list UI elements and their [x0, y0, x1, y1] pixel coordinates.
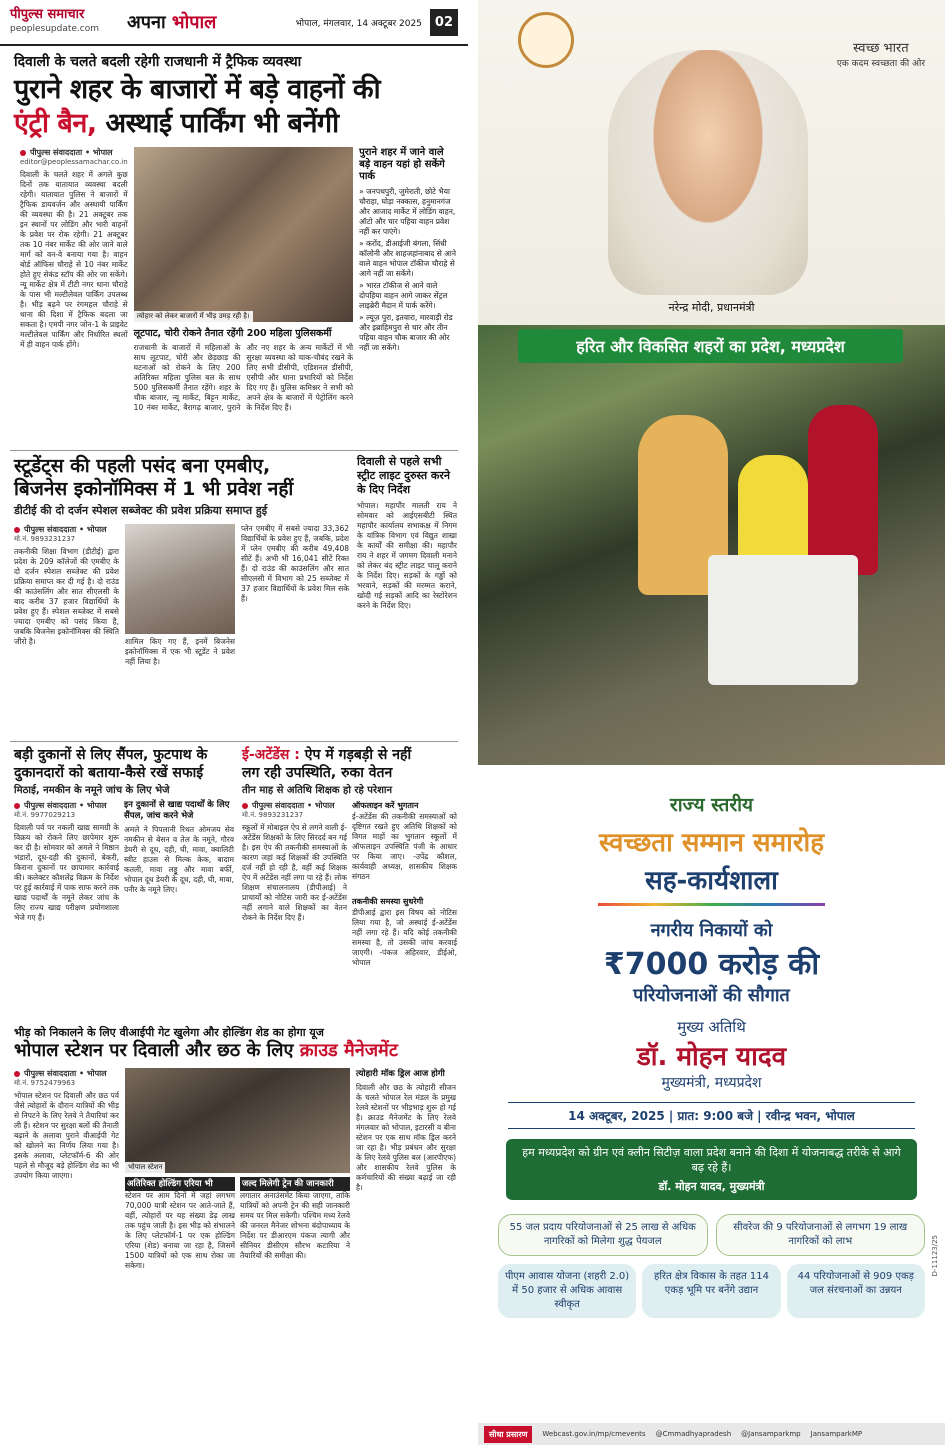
street-body: भोपाल। महापौर मालती राय ने सोमवार को आईएसबीटी स्थित महापौर कार्यालय सभाकक्ष में निगम के यांत्रिक विभाग एवं विद्युत शाखा के कार्यों की समीक्षा की। महापौर राय ने शहर में जगमग दिवाली मनाने को लेकर बंद स्ट्रीट लाइट चालू कराने के निर्देश दिए। सड़कों के गड्ढों को भरवाने, सड़कों की मरम्मत कराने, खोदी गई सड़कों आदि का रेस्टोरेशन करने के निर्देश दिए। [357, 501, 457, 610]
bullet: » ल्यूज़ पुरा, इतवारा, मारवाड़ी रोड और इब्राहिमपुरा से चार और तीन पहिया वाहन चौक बाजार की ओर नहीं जा सकेंगे। [359, 313, 453, 352]
sweets-side-head: इन दुकानों से खाद्य पदार्थों के लिए सैंपल, जांच करने भेजे [124, 800, 230, 821]
photo-caption: भोपाल स्टेशन [125, 1162, 165, 1173]
project-card: हरित क्षेत्र विकास के तहत 114 एकड़ भूमि पर बनेंगे उद्यान [642, 1264, 780, 1318]
mba-headline: स्टूडेंट्स की पहली पसंद बना एमबीए, बिजनेस इकोनॉमिक्स में 1 भी प्रवेश नहीं [14, 455, 294, 500]
project-card: 55 जल प्रदाय परियोजनाओं से 25 लाख से अधिक नागरिकों को मिलेगा शुद्ध पेयजल [498, 1214, 708, 1256]
lead-body: दिवाली के चलते शहर में अगले कुछ दिनों तक यातायात व्यवस्था बदली रहेगी। यातायात पुलिस ने बाजारों में ट्रैफिक डायवर्जन और अस्थायी पार्किंग की व्यवस्था की है। 21 अक्टूबर तक इन स्थानों पर लोडिंग और भारी वाहनों के प्रवेश पर रोक रहेगी। 21 अक्टूबर तक 10 नंबर मार्केट की ओर जाने वाले मार्ग को वन-वे बनाया गया है। वाहन बोर्ड ऑफिस चौराहे से 10 नंबर मार्केट होते हुए सेकंड स्टॉप की ओर जा सकेंगे। न्यू मार्केट क्षेत्र में टीटी नगर थाना चौराहे के पास भी मल्टीलेवल पार्किंग उपलब्ध है। भीड़ बढ़ने पर रंगमहल चौराहे से थाना की दिशा में ट्रैफिक बदला जा सकता है। एमपी नगर जोन-1 के प्राइवेट मल्टीलेवल पार्किंग और निर्धारित स्थलों में ही वाहन पार्क होंगे। [20, 170, 128, 349]
pm-panel [478, 0, 945, 325]
news-column [0, 0, 468, 1445]
person-shape [808, 405, 878, 575]
bullet: » करोंद, डीआईजी बंगला, सिंधी कॉलोनी और शाहजहांनाबाद से आने वाले वाहन भोपाल टॉकीज चौराहे से आगे नहीं जा सकेंगे। [359, 239, 456, 278]
station-box-head: जल्द मिलेगी ट्रेन की जानकारी [240, 1177, 350, 1191]
mba-body: तकनीकी शिक्षा विभाग (डीटीई) द्वारा प्रदेश के 209 कॉलेजों की एमबीए के दो दर्जन स्पेशल सब्जेक्ट की प्रवेश प्रक्रिया समाप्त कर दी गई है। दो राउंड की काउंसलिंग और सात सीएलसी के बाद करीब 37 हजार विद्यार्थियों के प्रवेश हुए हैं। स्पेशल सब्जेक्ट में सबसे ज्यादा एमबीए को पसंद किया है, जबकि बिजनेस इकोनॉमिक्स की स्थिति जीरो है। [14, 547, 119, 646]
market-crowd-photo [134, 147, 353, 322]
eattend-side-head: तकनीकी समस्या सुधरेगी [352, 897, 424, 906]
ad-line-1: नगरीय निकायों को [650, 920, 773, 941]
eattend-sub: तीन माह से अतिथि शिक्षक हो रहे परेशान [242, 785, 393, 796]
event-title-1: राज्य स्तरीय [669, 794, 754, 816]
lead-kicker: दिवाली के चलते बदली रहेगी राजधानी में ट्रैफिक व्यवस्था [14, 54, 302, 70]
event-title-2: स्वच्छता सम्मान समारोह [598, 828, 825, 858]
ad-amount: ₹7000 करोड़ की [603, 947, 820, 982]
project-card: 44 परियोजनाओं से 909 एकड़ जल संरचनाओं का उन्नयन [787, 1264, 925, 1318]
pm-portrait [608, 50, 808, 295]
footer-fb[interactable]: @Cmmadhyapradesh [655, 1430, 732, 1438]
byline-dot [14, 527, 20, 533]
pm-name: नरेन्द्र मोदी, प्रधानमंत्री [668, 301, 755, 314]
byline: पीपुल्स संवाददाता • भोपाल [20, 147, 128, 158]
sweets-body: दिवाली पर्व पर नकली खाद्य सामग्री के विक्रय को रोकने लिए छापेमार शुरू कर दी है। सोमवार को अमले ने मिष्ठान भंडारों, दूध-दही की दुकानों, बेकरी, किराना दुकानों पर छापामार कार्रवाई की। कलेक्टर कौशलेंद्र विक्रम के निर्देश पर हुई कार्रवाई में पाक साफ करने तक खाद्य पदार्थों के नमूने लेकर जांच के लिए राज्य खाद्य परीक्षण प्रयोगशाला भेजे गए हैं। [14, 823, 119, 922]
byline-dot [14, 1071, 20, 1077]
station-box-body: लगातार अनाउंसमेंट किया जाएगा, ताकि यात्रियों को अपनी ट्रेन की सही जानकारी समय पर मिल सकेगी। पश्चिम मध्य रेलवे की जनरल मैनेजर शोभना बंदोपाध्याय के निर्देश पर डीआरएम पंकज त्यागी और सीनियर डीसीएम सौरभ कटारिया ने तैयारियों की समीक्षा की। [240, 1191, 350, 1260]
mba-body-2: प्लेन एमबीए में सबसे ज्यादा 33,362 विद्यार्थियों के प्रवेश हुए हैं, जबकि, प्रदेश में प्लेन एमबीए की करीब 49,408 सीटें हैं। अभी भी 16,041 सीटें रिक्त हैं। दो राउंड की काउंसलिंग और सात सीएलसी में विभाग को 25 सब्जेक्ट में 37 हजार विद्यार्थियों के प्रवेश मिल सके हैं। [241, 524, 349, 603]
cm-title: मुख्यमंत्री, मध्यप्रदेश [661, 1075, 762, 1091]
station-box-head: अतिरिक्त होल्डिंग एरिया भी [125, 1177, 235, 1191]
page-number: 02 [430, 9, 458, 36]
green-banner: हरित और विकसित शहरों का प्रदेश, मध्यप्रदेश [518, 329, 903, 363]
sub-headline: लूटपाट, चोरी रोकने तैनात रहेंगी 200 महिला पुलिसकर्मी [133, 328, 332, 339]
byline: पीपुल्स संवाददाता • भोपाल [14, 524, 119, 535]
state-emblem-icon [518, 12, 574, 68]
advertisement [478, 0, 945, 1445]
byline-dot [14, 803, 20, 809]
project-grid [498, 1214, 925, 1256]
station-side-body: दिवाली और छठ के त्योहारी सीजन के चलते भोपाल रेल मंडल के प्रमुख रेलवे स्टेशनों पर भीड़भाड़ शुरू हो गई है। क्राउड मैनेजमेंट के लिए रेलवे मंगलवार को भोपाल, इटारसी व बीना स्टेशन पर एक साथ मॉक ड्रिल करने जा रहा है। भीड़ प्रबंधन और सुरक्षा के लिए रेलवे पुलिस बल (आरपीएफ) और शासकीय रेलवे पुलिस के कर्मचारियों की संख्या बढ़ाई जा रही है। [356, 1083, 456, 1192]
event-ad [478, 765, 945, 1445]
sub-body: राजधानी के बाजारों में महिलाओं के साथ लूटपाट, चोरी और छेड़छाड़ की घटनाओं को रोकने के लिए 200 अतिरिक्त महिला पुलिस बल के साथ 500 पुलिसकर्मी तैनात रहेंगे। शहर के चौक बाजार, न्यू मार्केट, बिट्टन मार्केट, 10 नंबर मार्केट, बैरागढ़ बाजार, पुराने और नए शहर के अन्य मार्केटों में भी सुरक्षा व्यवस्था को चाक-चौबंद रखने के लिए सभी डीसीपी, एडिशनल डीसीपी, एसीपी और थाना प्रभारियों को निर्देश दिए गए हैं। पुलिस कमिश्नर ने सभी को अपने क्षेत्र के बाजारों में पेट्रोलिंग करने के निर्देश दिए हैं। [133, 343, 354, 412]
garbage-bag [708, 555, 858, 685]
dateline: भोपाल, मंगलवार, 14 अक्टूबर 2025 [295, 18, 422, 29]
footer-handle[interactable]: JansamparkMP [810, 1430, 863, 1438]
lead-body-column [20, 147, 128, 446]
phone: मो.नं. 9752479963 [14, 1079, 76, 1087]
eattend-body: स्कूलों में मोबाइल ऐप से लगने वाली ई-अटेंडेंस शिक्षकों के लिए सिरदर्द बन गई है। इस ऐप की तकनीकी समस्याओं के कारण जहां कई शिक्षकों की उपस्थिति दर्ज नहीं हो रही है, वहीं कई शिक्षक ऐप में अटेंडेंस नहीं लगा पा रहे हैं। लोक शिक्षण संचालनालय (डीपीआई) ने प्राचार्यों को नोटिस जारी कर ई-अटेंडेंस नहीं लगाने वाले शिक्षकों का वेतन रोकने के निर्देश दिए हैं। [242, 823, 347, 922]
cm-name: डॉ. मोहन यादव [636, 1042, 787, 1072]
students-photo [125, 524, 235, 634]
phone: मो.नं. 9977029213 [14, 811, 76, 819]
chief-guest-label: मुख्य अतिथि [677, 1018, 746, 1036]
cleanup-photo [478, 325, 945, 765]
footer-web[interactable]: Webcast.gov.in/mp/cmevents [542, 1430, 646, 1438]
ad-code: D-11123/25 [931, 1235, 939, 1277]
email[interactable]: editor@peoplessamachar.co.in [20, 158, 128, 166]
station-kicker: भीड़ को निकालने के लिए वीआईपी गेट खुलेगा और होल्डिंग शेड का होगा यूज [14, 1026, 324, 1039]
project-card: पीएम आवास योजना (शहरी 2.0) में 50 हजार से अधिक आवास स्वीकृत [498, 1264, 636, 1318]
cm-quote: हम मध्यप्रदेश को ग्रीन एवं क्लीन सिटीज़ वाला प्रदेश बनाने की दिशा में योजनाबद्ध तरीके से आगे बढ़ रहे हैं। डॉ. मोहन यादव, मुख्यमंत्री [506, 1139, 917, 1200]
eattend-side-head: ऑफलाइन करें भुगतान [352, 801, 419, 810]
byline: पीपुल्स संवाददाता • भोपाल [242, 800, 347, 811]
photo-caption: शामिल किए गए हैं, इनमें बिजनेस इकोनॉमिक्स में एक भी स्टूडेंट ने प्रवेश नहीं लिया है। [125, 637, 235, 666]
byline-dot [20, 150, 26, 156]
footer-brand: सीधा प्रसारण [484, 1426, 532, 1443]
photo-caption: त्योहार को लेकर बाजारों में भीड़ उमड़ रही है। [134, 311, 253, 322]
parking-sidebar [359, 147, 458, 446]
ad-line-2: परियोजनाओं की सौगात [633, 985, 790, 1006]
station-body: भोपाल स्टेशन पर दिवाली और छठ पर्व जैसे त्योहारों के दौरान यात्रियों की भीड़ से निपटने के लिए रेलवे ने तैयारियां कर ली हैं। स्टेशन पर सुरक्षा बलों की तैनाती बढ़ाने के अलावा पुराने वीआईपी गेट को खोलने का निर्णय लिया गया है। इसके अलावा, प्लेटफॉर्म-6 की ओर पहले से मौजूद बड़े होल्डिंग शेड का भी उपयोग किया जाएगा। [14, 1091, 119, 1180]
section-title: अपना भोपाल [127, 12, 217, 33]
project-card: सीवरेज की 9 परियोजनाओं से लगभग 19 लाख नागरिकों को लाभ [716, 1214, 926, 1256]
sweets-sub: मिठाई, नमकीन के नमूने जांच के लिए भेजे [14, 785, 170, 796]
street-headline: दिवाली से पहले सभी स्ट्रीट लाइट दुरुस्त करने के दिए निर्देश [357, 455, 450, 496]
eattend-side-body: ई-अटेंडेंस की तकनीकी समस्याओं को दृष्टिगत रखते हुए अतिथि शिक्षकों को विगत माहों का भुगतान स्कूलों में ऑफलाइन उपस्थिति पंजी के आधार पर किया जाए। -उपेंद्र कौशल, कार्यवाही अध्यक्ष, शासकीय शिक्षक संगठन [352, 812, 457, 881]
mba-sub: डीटीई की दो दर्जन स्पेशल सब्जेक्ट की प्रवेश प्रक्रिया समाप्त हुई [14, 504, 268, 517]
byline-dot [242, 803, 248, 809]
lead-headline: पुराने शहर के बाजारों में बड़े वाहनों की एंट्री बैन, अस्थाई पार्किंग भी बनेंगी [14, 74, 381, 139]
paper-logo[interactable]: पीपुल्स समाचार peoplesupdate.com [10, 7, 99, 34]
station-photo [125, 1068, 350, 1173]
station-box-body: स्टेशन पर आम दिनों में जहां लगभग 70,000 यात्री स्टेशन पर आते-जाते हैं, वहीं, त्योहारों पर यह संख्या डेढ़ लाख तक पहुंच जाती है। इस भीड़ को संभालने के लिए प्लेटफॉर्म-1 पर एक होल्डिंग एरिया (शेड) बनाया जा रहा है, जिसमें 1500 यात्रियों को एक साथ रोका जा सकेगा। [125, 1191, 235, 1270]
phone: मो.नं. 9893231237 [14, 535, 76, 543]
ad-footer [478, 1423, 945, 1445]
bullet: » जनपथपुरी, जुमेराती, छोटे भैया चौराहा, घोड़ा नक्कास, हनुमानगंज और आजाद मार्केट में लोडिंग वाहन, ऑटो और चार पहिया वाहन प्रवेश नहीं कर पाएंगे। [359, 187, 456, 236]
event-title-3: सह-कार्यशाला [645, 866, 778, 896]
eattend-side-body: डीपीआई द्वारा इस विषय को नोटिस लिया गया है, जो अस्थाई ई-अटेंडेंस नहीं लगा रहे हैं। यदि कोई तकनीकी समस्या है, तो उसकी जांच करवाई जाएगी। -पंकज अहिरवार, डीईओ, भोपाल [352, 908, 457, 967]
masthead [0, 0, 468, 46]
phone: मो.नं. 9893231237 [242, 811, 304, 819]
station-side-head: त्योहारी मॉक ड्रिल आज होगी [356, 1069, 445, 1079]
byline: पीपुल्स संवाददाता • भोपाल [14, 1068, 119, 1079]
station-headline: भोपाल स्टेशन पर दिवाली और छठ के लिए क्राउड मैनेजमेंट [14, 1040, 398, 1061]
swachh-bharat-logo: स्वच्छ भारत एक कदम स्वच्छता की ओर [836, 41, 925, 69]
side-headline: पुराने शहर में जाने वाले बड़े वाहन यहां हो सकेंगे पार्क [359, 147, 445, 182]
sweets-side-body: अमले ने पिपलानी रिथत ओमजय सेव नमकीन से बेसन व तेल के नमूने, गौरव डेयरी से दूध, दही, घी, मावा, क्वालिटी स्वीट हाउस से मिल्क केक, बादाम कतली, मावा लड्डू और मावा बर्फी, भोपाल दूध डेयरी के दूध, दही, घी, मावा, पनीर के नमूने लिए। [124, 825, 234, 894]
project-grid [498, 1264, 925, 1318]
eattend-headline: ई-अटेंडेंस : ऐप में गड़बड़ी से नहीं लग रही उपस्थिति, रुका वेतन [242, 747, 412, 781]
event-dateline: 14 अक्टूबर, 2025 | प्रात: 9:00 बजे | रवीन्द्र भवन, भोपाल [508, 1102, 915, 1129]
byline: पीपुल्स संवाददाता • भोपाल [14, 800, 119, 811]
bullet: » भारत टॉकीज से आने वाले दोपहिया वाहन आगे जाकर सेंट्रल लाइब्रेरी मैदान में पार्क करेंगे। [359, 281, 448, 310]
footer-x[interactable]: @Jansamparkmp [741, 1430, 801, 1438]
sweets-headline: बड़ी दुकानों से लिए सैंपल, फुटपाथ के दुकानदारों को बताया-कैसे रखें सफाई [14, 747, 208, 781]
